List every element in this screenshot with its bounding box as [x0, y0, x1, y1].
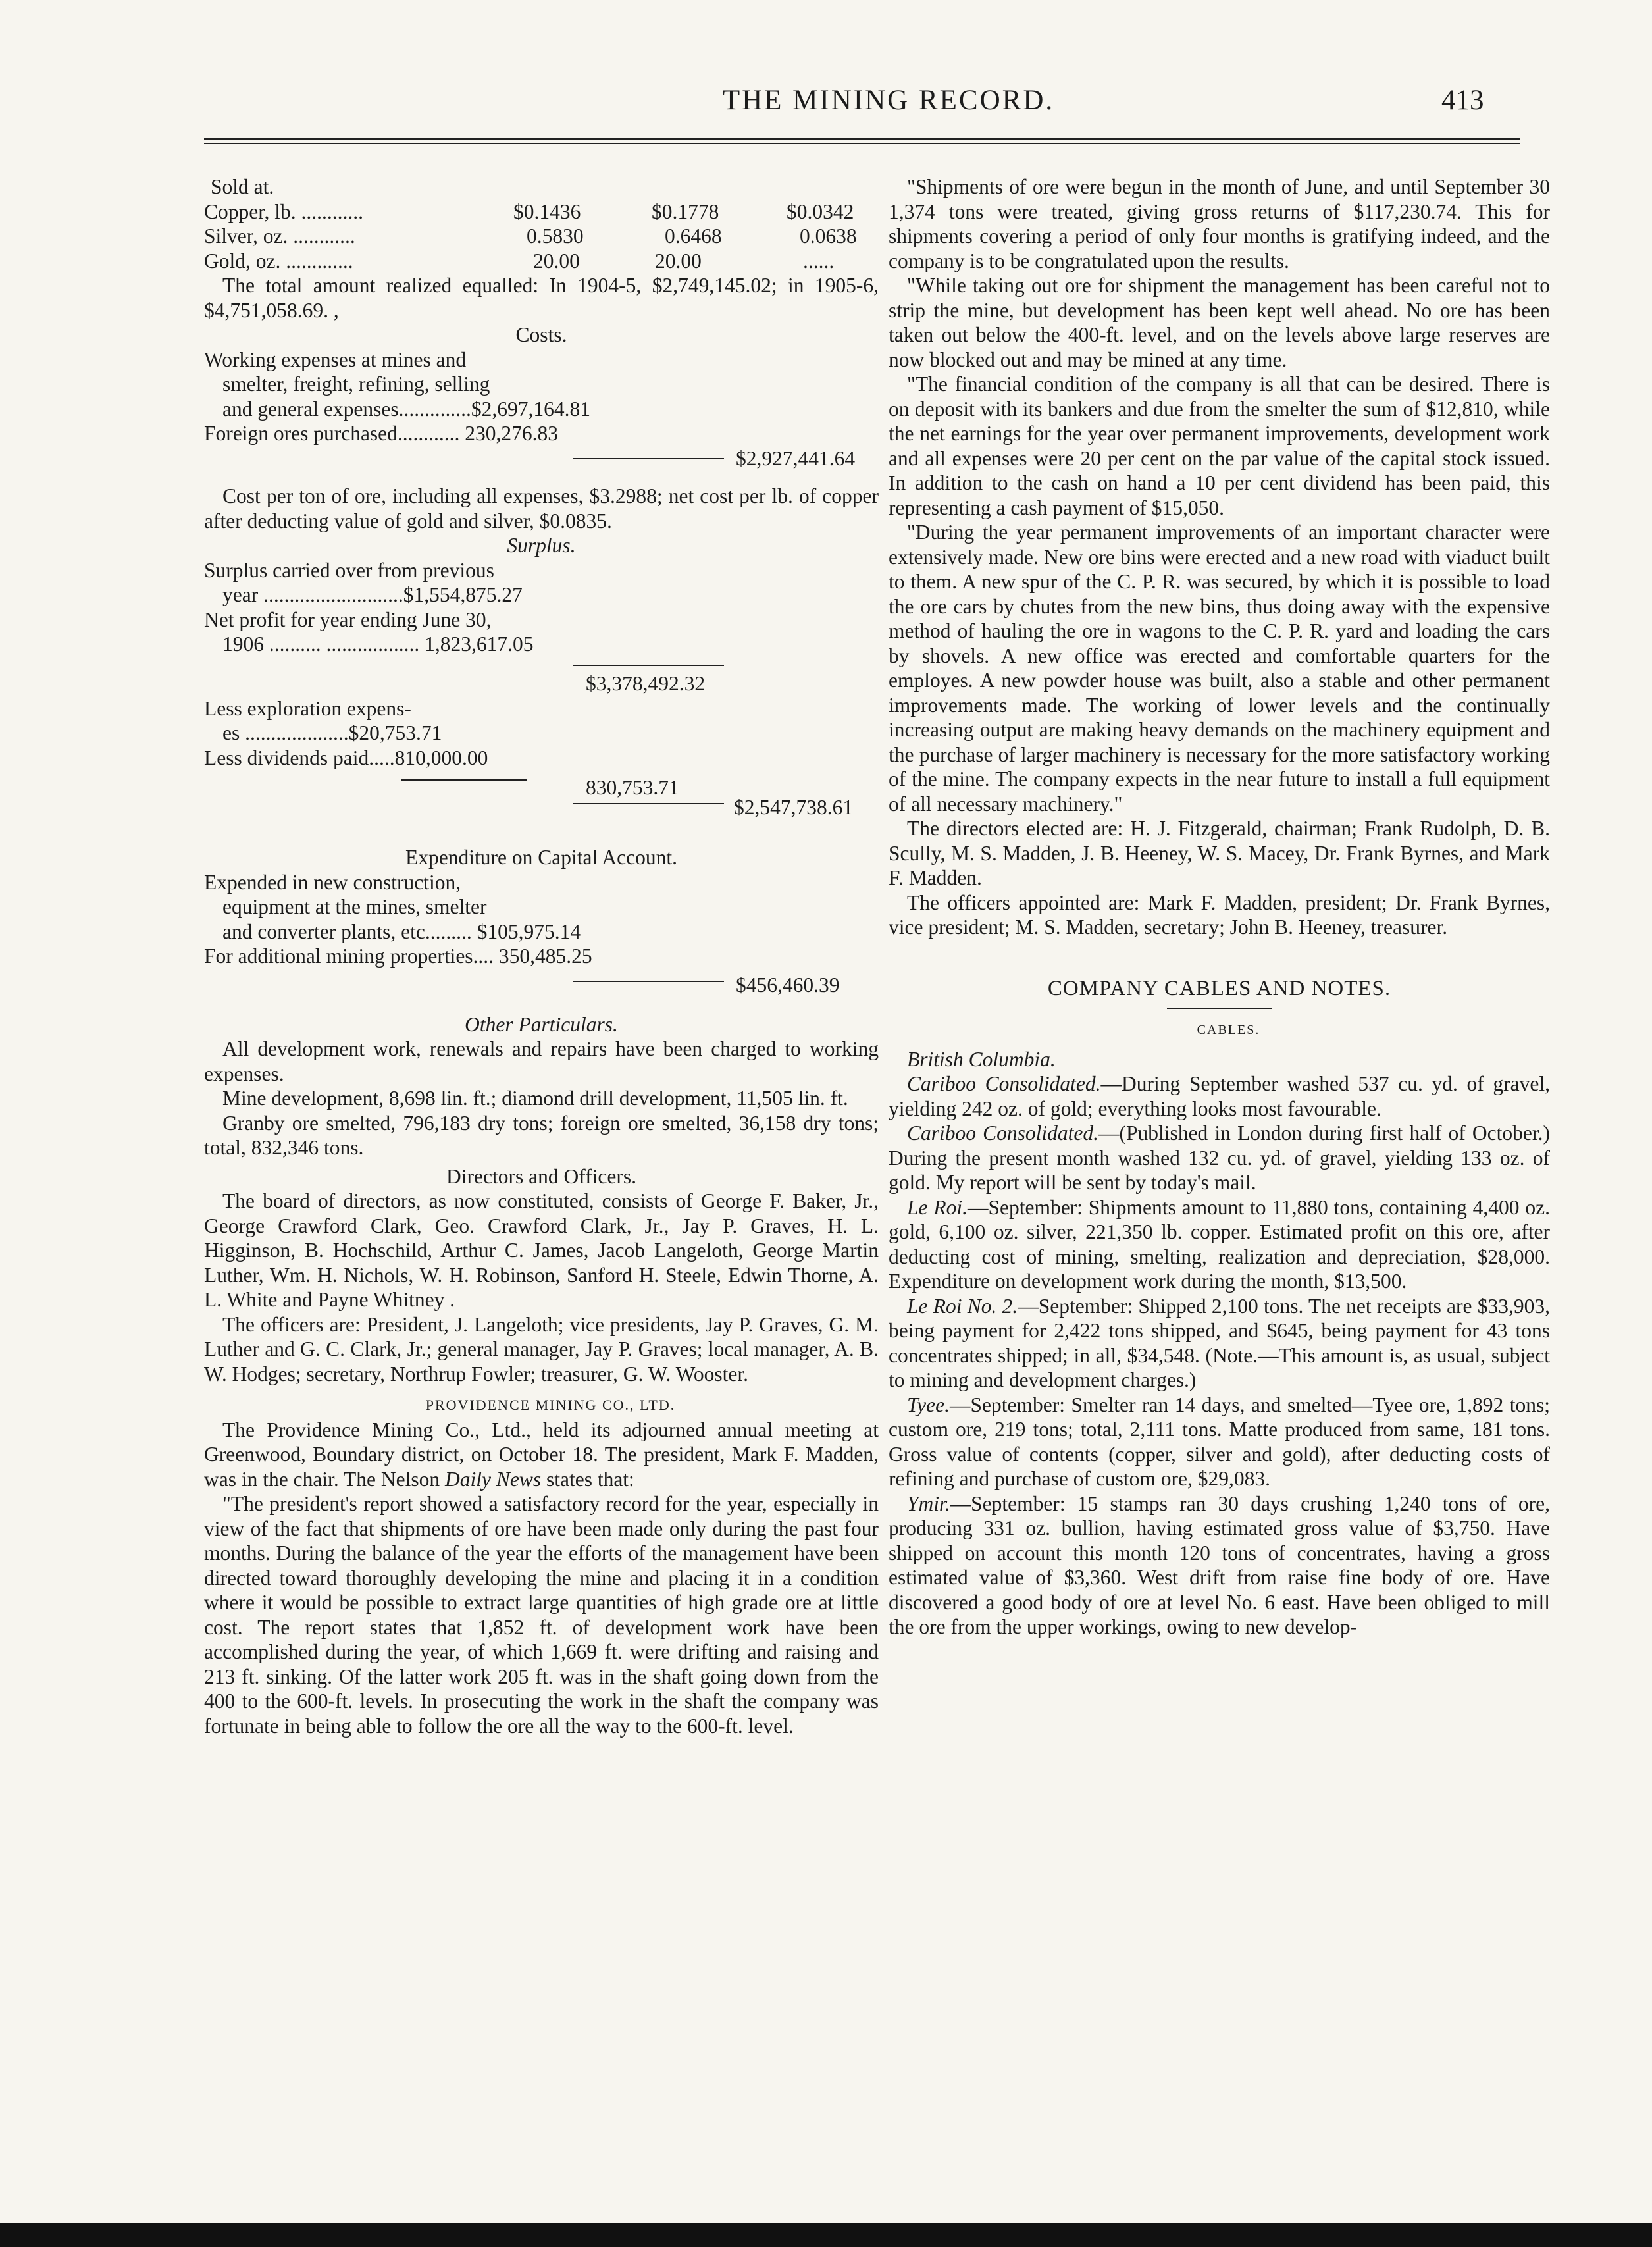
directors-heading: Directors and Officers. — [446, 1164, 636, 1188]
surplus-line: Net profit for year ending June 30, — [204, 607, 492, 631]
capital-line: For additional mining properties.... 350,485.25 — [204, 944, 592, 968]
table-row: Copper, lb. ............ $0.1436 $0.1778 $0.0342 — [204, 199, 854, 223]
paragraph: The officers appointed are: Mark F. Madden, president; Dr. Frank Byrnes, vice president; M. S. Madden, secretary; John B. Heeney, treasurer. — [889, 891, 1550, 939]
costs-line: Working expenses at mines and — [204, 348, 467, 371]
paragraph: All development work, renewals and repairs have been charged to working expenses. — [204, 1037, 879, 1085]
note: Cariboo Consolidated.—(Published in London during first half of October.) During the present month washed 132 cu. yd. of gravel, yielding 133 oz. of gold. My report will be sent by today's mail. — [889, 1122, 1550, 1194]
subtotal-row: $3,378,492.32 — [204, 657, 879, 696]
costs-line: and general expenses..............$2,697,164.81 — [222, 397, 591, 421]
paragraph: "During the year permanent improvements of an important character were extensively made. New ore bins were erected and a new road with viaduct built to them. A new spur of the C. P. R. was secured, by which it is possible to load the ore cars by chutes from the new bins, thus doing away with the expensive method of hauling the ore in wagons to the C. P. R. yard and loading the cars by shovels. A new office was erected and comfortable quarters for the employes. A new powder house was built, also a stable and other permanent improvements made. The working of lower levels and the continually increasing output are making heavy demands on the machinery equipment and the purchase of larger machinery is necessary for the more satisfactory working of the mine. The company expects in the near future to install a full equipment of all necessary machinery." — [889, 521, 1550, 815]
running-head: THE MINING RECORD. — [722, 85, 1055, 116]
paragraph: "Shipments of ore were begun in the month of June, and until September 30 1,374 tons were treated, giving gross returns of $117,230.74. This for shipments covering a period of only four months is gratifying indeed, and the company is to be congratulated upon the results. — [889, 175, 1550, 272]
capital-line: and converter plants, etc......... $105,975.14 — [222, 919, 581, 943]
page-number: 413 — [1441, 85, 1484, 116]
less-line: es ....................$20,753.71 — [222, 721, 442, 744]
paragraph: "The president's report showed a satisfactory record for the year, especially in view of the fact that shipments of ore have been made only during the past four months. During the balance of the year the efforts of the management have been directed toward thoroughly developing the mine and placing it in a condition where it would be possible to extract large quantities of high grade ore at little cost. The report states that 1,852 ft. of development work have been accomplished during the year, of which 1,669 ft. were drifting and raising and 213 ft. sinking. Of the latter work 205 ft. was in the shaft going down from the 400 to the 600-ft. levels. In prosecuting the work in the shaft the company was fortunate in being able to follow the ore all the way to the 600-ft. level. — [204, 1492, 879, 1738]
paragraph: The board of directors, as now constituted, consists of George F. Baker, Jr., George Crawford Clark, Geo. Crawford Clark, Jr., Jay P. Graves, H. L. Higginson, B. Hochschild, Arthur C. James, Jacob Langeloth, George Martin Luther, Wm. H. Nichols, W. H. Robinson, Sanford H. Steele, Edwin Thorne, A. L. White and Payne Whitney . — [204, 1189, 879, 1311]
surplus-line: 1906 .......... .................. 1,823,617.05 — [222, 633, 534, 656]
sold-at-label: Sold at. — [211, 175, 274, 198]
header-rule-thin — [204, 143, 1520, 144]
table-row: Silver, oz. ............ 0.5830 0.6468 0.0638 — [204, 224, 857, 247]
paragraph: The officers are: President, J. Langeloth; vice presidents, Jay P. Graves, G. M. Luther and G. C. Clark, Jr.; general manager, Jay P. Graves; local manager, A. B. W. Hodges; secretary, Northrup Fowler; treasurer, G. W. Wooster. — [204, 1312, 879, 1385]
other-heading: Other Particulars. — [465, 1012, 618, 1036]
paragraph: The directors elected are: H. J. Fitzgerald, chairman; Frank Rudolph, D. B. Scully, M. S. Madden, J. B. Heeney, W. S. Macey, Dr. Frank Byrnes, and Mark F. Madden. — [889, 817, 1550, 889]
surplus-heading: Surplus. — [507, 534, 576, 557]
note: Le Roi.—September: Shipments amount to 11,880 tons, containing 4,400 oz. gold, 6,100 oz. silver, 221,350 lb. copper. Estimated profit on this ore, after deducting cost of mining, smelting, realization and depreciation, $28,000. Expenditure on development work during the month, $13,500. — [889, 1195, 1550, 1293]
paragraph: "The financial condition of the company is all that can be desired. There is on deposit with its bankers and due from the smelter the sum of $12,810, while the net earnings for the year over permanent improvements, development work and all expenses were 20 per cent on the par value of the capital stock issued. In addition to the cash on hand a 10 per cent dividend has been paid, this representing a cash payment of $15,050. — [889, 373, 1550, 519]
note: Ymir.—September: 15 stamps ran 30 days crushing 1,240 tons of ore, producing 331 oz. bullion, having estimated gross value of $3,750. Have shipped on account this month 120 tons of concentrates, having a gross estimated value of $3,360. West drift from raise fine body of ore. Have discovered a good body of ore at level No. 6 east. Have been obliged to mill the ore from the upper workings, owing to new develop- — [889, 1491, 1550, 1638]
surplus-total-row: $2,547,738.61 — [204, 800, 879, 835]
paragraph: Mine development, 8,698 lin. ft.; diamond drill development, 11,505 lin. ft. — [222, 1087, 848, 1110]
costs-heading: Costs. — [515, 323, 567, 346]
costs-line: Foreign ores purchased............ 230,276.83 — [204, 422, 559, 445]
paragraph: The Providence Mining Co., Ltd., held its adjourned annual meeting at Greenwood, Boundary district, on October 18. The president, Mark F. Madden, was in the chair. The Nelson Daily News states that: — [204, 1418, 879, 1491]
capital-heading: Expenditure on Capital Account. — [405, 846, 677, 869]
less-total-row: 830,753.71 — [204, 770, 879, 800]
note: Le Roi No. 2.—September: Shipped 2,100 tons. The net receipts are $33,903, being payment for 2,422 tons shipped, and $645, being payment for 43 tons concentrates shipped; in all, $34,548. (Note.—This amount is, as usual, subject to mining and development charges.) — [889, 1294, 1550, 1391]
header-rule — [204, 138, 1520, 140]
capital-line: equipment at the mines, smelter — [222, 895, 487, 918]
scan-edge — [0, 2223, 1652, 2247]
left-column — [204, 174, 879, 1738]
paragraph: "While taking out ore for shipment the management has been careful not to strip the mine, but development has been kept well ahead. No ore has been taken out below the 400-ft. level, and on the levels above large reserves are now blocked out and may be mined at any time. — [889, 274, 1550, 371]
capital-line: Expended in new construction, — [204, 870, 461, 894]
capital-total-row: $456,460.39 — [204, 969, 879, 1003]
surplus-line: year ...........................$1,554,875.27 — [222, 583, 523, 606]
cables-heading: COMPANY CABLES AND NOTES. — [1047, 976, 1391, 1000]
less-line: Less exploration expens- — [204, 696, 411, 720]
costs-line: smelter, freight, refining, selling — [222, 373, 490, 396]
surplus-line: Surplus carried over from previous — [204, 558, 494, 582]
right-column — [889, 174, 1550, 1640]
costs-total-row: $2,927,441.64 — [204, 446, 879, 471]
note: Cariboo Consolidated.—During September washed 537 cu. yd. of gravel, yielding 242 oz. of gold; everything looks most favourable. — [889, 1072, 1550, 1120]
note: Tyee.—September: Smelter ran 14 days, and smelted—Tyee ore, 1,892 tons; custom ore, 219 tons; total, 2,111 tons. Matte produced from same, 181 tons. Gross value of contents (copper, silver and gold), after deducting costs of refining and purchase of custom ore, $29,083. — [889, 1393, 1550, 1490]
providence-heading: PROVIDENCE MINING CO., LTD. — [425, 1397, 676, 1413]
total-realized: The total amount realized equalled: In 1904-5, $2,749,145.02; in 1905-6, $4,751,058.69. , — [204, 274, 879, 322]
region-heading: British Columbia. — [907, 1047, 1056, 1071]
cost-per-ton: Cost per ton of ore, including all expenses, $3.2988; net cost per lb. of copper after deducting value of gold and silver, $0.0835. — [204, 484, 879, 532]
table-row: Gold, oz. ............. 20.00 20.00 ...... — [204, 249, 835, 272]
cables-subheading: CABLES. — [1197, 1023, 1260, 1037]
paragraph: Granby ore smelted, 796,183 dry tons; foreign ore smelted, 36,158 dry tons; total, 832,346 tons. — [204, 1111, 879, 1159]
less-line: Less dividends paid.....810,000.00 — [204, 746, 488, 769]
